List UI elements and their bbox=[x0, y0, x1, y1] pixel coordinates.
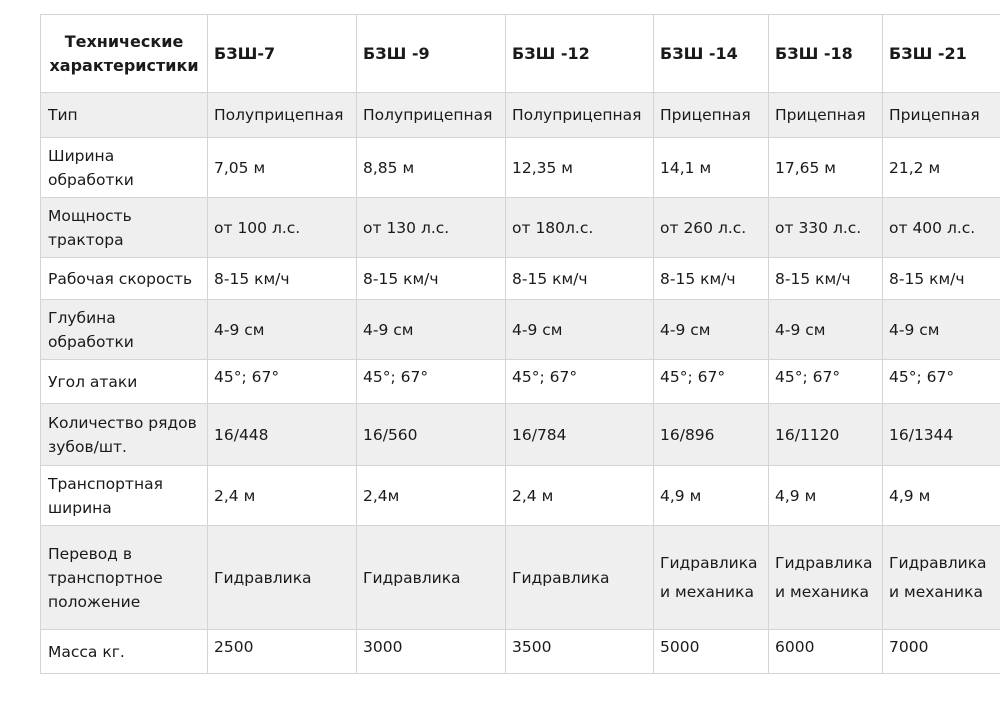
table-row bbox=[41, 526, 1000, 630]
table-cell: 16/448 bbox=[208, 404, 357, 466]
header-model: БЗШ -12 bbox=[506, 15, 654, 93]
table-cell: 6000 bbox=[769, 630, 883, 674]
table-cell: 17,65 м bbox=[769, 138, 883, 198]
header-model: БЗШ -21 bbox=[883, 15, 1000, 93]
header-model: БЗШ -18 bbox=[769, 15, 883, 93]
table-cell: 4-9 см bbox=[506, 300, 654, 360]
table-cell: Полуприцепная bbox=[208, 93, 357, 138]
table-cell: 45°; 67° bbox=[208, 360, 357, 404]
table-row bbox=[41, 138, 1000, 198]
table-cell: 3000 bbox=[357, 630, 506, 674]
table-cell: 45°; 67° bbox=[357, 360, 506, 404]
table-cell: Прицепная bbox=[883, 93, 1000, 138]
row-label: Рабочая скорость bbox=[41, 258, 208, 300]
table-cell: 21,2 м bbox=[883, 138, 1000, 198]
row-label: Перевод в транспортное положение bbox=[41, 526, 208, 630]
table-cell: 45°; 67° bbox=[506, 360, 654, 404]
table-cell: от 130 л.с. bbox=[357, 198, 506, 258]
table-cell: Прицепная bbox=[654, 93, 769, 138]
table-cell: Гидравлика и механика bbox=[883, 526, 1000, 630]
table-cell: 8-15 км/ч bbox=[883, 258, 1000, 300]
table-cell: 16/1344 bbox=[883, 404, 1000, 466]
table-row bbox=[41, 630, 1000, 674]
table-row bbox=[41, 300, 1000, 360]
table-cell: 16/560 bbox=[357, 404, 506, 466]
table-cell: 8-15 км/ч bbox=[506, 258, 654, 300]
header-row bbox=[41, 15, 1000, 93]
table-cell: Прицепная bbox=[769, 93, 883, 138]
table-cell: от 330 л.с. bbox=[769, 198, 883, 258]
header-model: БЗШ -9 bbox=[357, 15, 506, 93]
table-cell: 8-15 км/ч bbox=[654, 258, 769, 300]
table-cell: 5000 bbox=[654, 630, 769, 674]
table-cell: 4-9 см bbox=[654, 300, 769, 360]
table-cell: Гидравлика и механика bbox=[654, 526, 769, 630]
row-label: Угол атаки bbox=[41, 360, 208, 404]
table-cell: 8,85 м bbox=[357, 138, 506, 198]
table-cell: 8-15 км/ч bbox=[769, 258, 883, 300]
table-cell: 45°; 67° bbox=[769, 360, 883, 404]
table-cell: от 400 л.с. bbox=[883, 198, 1000, 258]
table-cell: 12,35 м bbox=[506, 138, 654, 198]
table-cell: от 260 л.с. bbox=[654, 198, 769, 258]
row-label: Мощность трактора bbox=[41, 198, 208, 258]
header-label: Технические характеристики bbox=[41, 15, 208, 93]
row-label: Глубина обработки bbox=[41, 300, 208, 360]
table-cell: 4,9 м bbox=[769, 466, 883, 526]
table-cell: 2500 bbox=[208, 630, 357, 674]
table-cell: 2,4 м bbox=[208, 466, 357, 526]
row-label: Ширина обработки bbox=[41, 138, 208, 198]
table-cell: 7000 bbox=[883, 630, 1000, 674]
row-label: Количество рядов зубов/шт. bbox=[41, 404, 208, 466]
table-cell: 4-9 см bbox=[769, 300, 883, 360]
table-cell: 4-9 см bbox=[357, 300, 506, 360]
table-row bbox=[41, 198, 1000, 258]
table-row bbox=[41, 404, 1000, 466]
table-row bbox=[41, 466, 1000, 526]
table-cell: 3500 bbox=[506, 630, 654, 674]
specs-table-container bbox=[40, 14, 1000, 674]
table-cell: 16/784 bbox=[506, 404, 654, 466]
table-cell: 14,1 м bbox=[654, 138, 769, 198]
row-label: Масса кг. bbox=[41, 630, 208, 674]
specs-table bbox=[40, 14, 1000, 674]
table-cell: 4,9 м bbox=[883, 466, 1000, 526]
table-cell: Полуприцепная bbox=[506, 93, 654, 138]
table-row bbox=[41, 93, 1000, 138]
table-cell: 8-15 км/ч bbox=[357, 258, 506, 300]
table-row bbox=[41, 258, 1000, 300]
table-cell: Гидравлика и механика bbox=[769, 526, 883, 630]
table-cell: 8-15 км/ч bbox=[208, 258, 357, 300]
table-cell: 4-9 см bbox=[208, 300, 357, 360]
row-label: Тип bbox=[41, 93, 208, 138]
table-cell: Гидравлика bbox=[208, 526, 357, 630]
table-cell: 16/1120 bbox=[769, 404, 883, 466]
table-cell: 7,05 м bbox=[208, 138, 357, 198]
table-cell: 2,4м bbox=[357, 466, 506, 526]
row-label: Транспортная ширина bbox=[41, 466, 208, 526]
table-cell: 16/896 bbox=[654, 404, 769, 466]
table-cell: 4-9 см bbox=[883, 300, 1000, 360]
table-row bbox=[41, 360, 1000, 404]
header-model: БЗШ-7 bbox=[208, 15, 357, 93]
table-cell: 45°; 67° bbox=[883, 360, 1000, 404]
table-cell: Гидравлика bbox=[506, 526, 654, 630]
table-cell: Гидравлика bbox=[357, 526, 506, 630]
table-cell: от 180л.с. bbox=[506, 198, 654, 258]
table-cell: 2,4 м bbox=[506, 466, 654, 526]
table-cell: Полуприцепная bbox=[357, 93, 506, 138]
table-cell: 45°; 67° bbox=[654, 360, 769, 404]
table-cell: от 100 л.с. bbox=[208, 198, 357, 258]
header-model: БЗШ -14 bbox=[654, 15, 769, 93]
table-cell: 4,9 м bbox=[654, 466, 769, 526]
